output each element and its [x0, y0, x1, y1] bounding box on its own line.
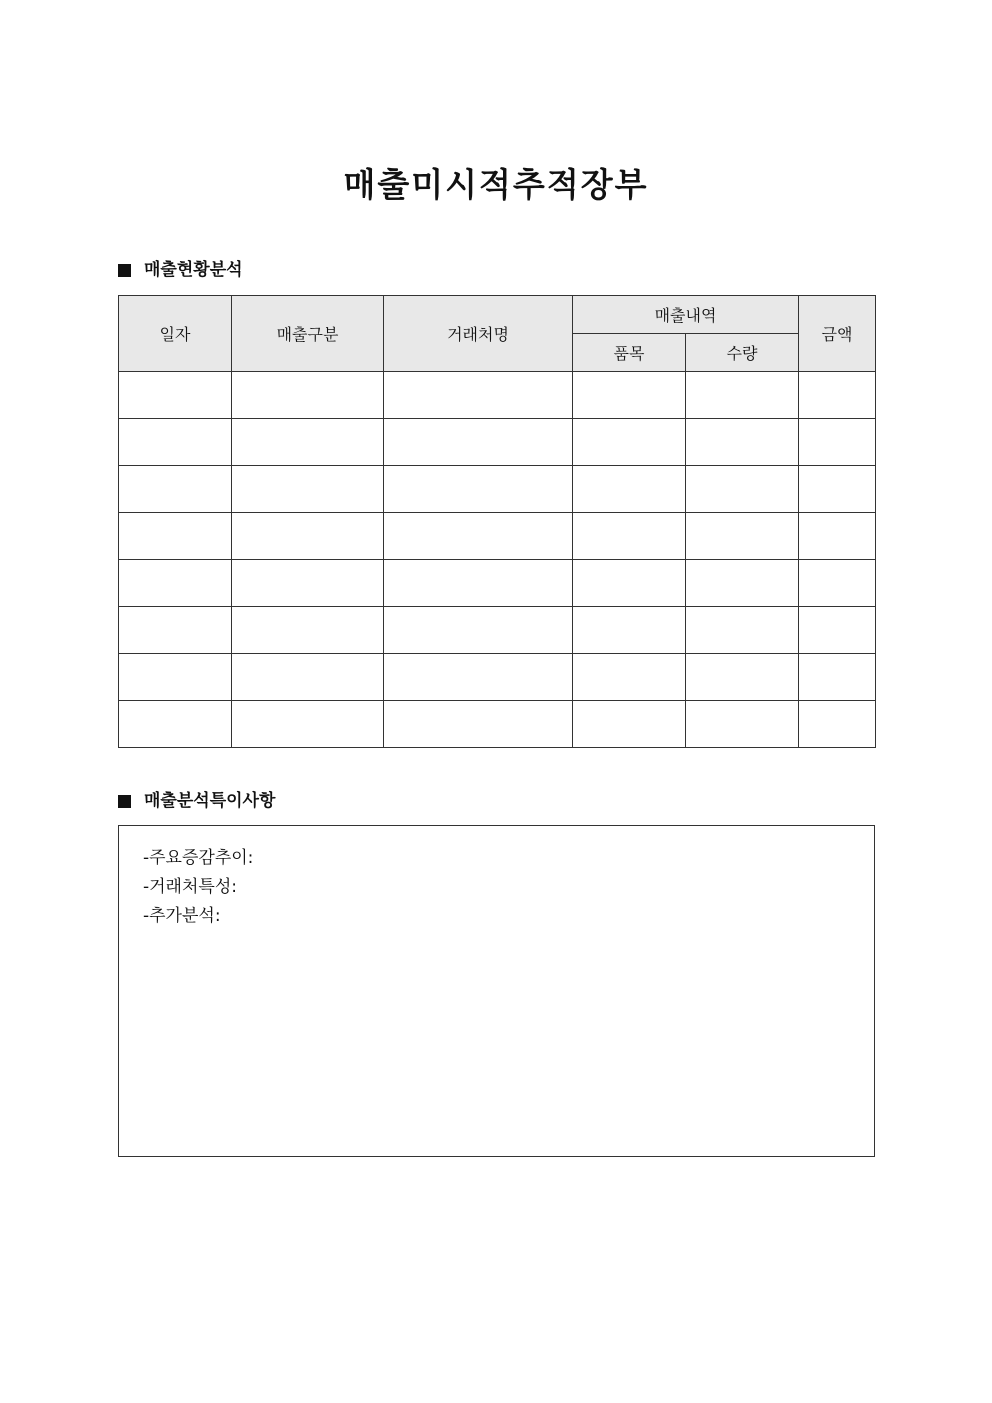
table-row	[119, 607, 876, 654]
table-row	[119, 701, 876, 748]
sales-table	[118, 295, 876, 748]
square-bullet-icon	[118, 795, 131, 808]
note-line-client-traits: -거래처특성:	[143, 877, 237, 897]
cell-quantity[interactable]	[686, 372, 799, 419]
cell-quantity[interactable]	[686, 466, 799, 513]
cell-date[interactable]	[119, 560, 232, 607]
cell-quantity[interactable]	[686, 654, 799, 701]
cell-date[interactable]	[119, 466, 232, 513]
section-heading-sales-status	[118, 258, 243, 282]
cell-date[interactable]	[119, 654, 232, 701]
cell-client[interactable]	[384, 513, 573, 560]
table-row	[119, 560, 876, 607]
cell-amount[interactable]	[799, 701, 876, 748]
table-row	[119, 419, 876, 466]
column-header-category: 매출구분	[232, 296, 384, 372]
cell-client[interactable]	[384, 560, 573, 607]
cell-quantity[interactable]	[686, 419, 799, 466]
cell-amount[interactable]	[799, 419, 876, 466]
cell-category[interactable]	[232, 419, 384, 466]
cell-client[interactable]	[384, 607, 573, 654]
column-header-item: 품목	[573, 334, 686, 372]
cell-item[interactable]	[573, 466, 686, 513]
cell-item[interactable]	[573, 654, 686, 701]
cell-item[interactable]	[573, 701, 686, 748]
column-header-quantity: 수량	[686, 334, 799, 372]
cell-item[interactable]	[573, 513, 686, 560]
note-line-trend: -주요증감추이:	[143, 848, 254, 868]
cell-amount[interactable]	[799, 560, 876, 607]
note-line-additional: -추가분석:	[143, 906, 221, 926]
cell-quantity[interactable]	[686, 560, 799, 607]
square-bullet-icon	[118, 264, 131, 277]
cell-date[interactable]	[119, 372, 232, 419]
column-header-detail-group: 매출내역	[573, 296, 799, 334]
notes-box[interactable]	[118, 825, 875, 1157]
cell-client[interactable]	[384, 466, 573, 513]
cell-item[interactable]	[573, 419, 686, 466]
cell-item[interactable]	[573, 372, 686, 419]
column-header-client: 거래처명	[384, 296, 573, 372]
cell-quantity[interactable]	[686, 701, 799, 748]
cell-quantity[interactable]	[686, 513, 799, 560]
cell-date[interactable]	[119, 607, 232, 654]
section-heading-label: 매출분석특이사항	[144, 791, 276, 811]
cell-category[interactable]	[232, 654, 384, 701]
table-row	[119, 654, 876, 701]
cell-client[interactable]	[384, 419, 573, 466]
table-row	[119, 513, 876, 560]
cell-amount[interactable]	[799, 654, 876, 701]
table-row	[119, 466, 876, 513]
cell-category[interactable]	[232, 701, 384, 748]
cell-item[interactable]	[573, 607, 686, 654]
cell-date[interactable]	[119, 419, 232, 466]
cell-quantity[interactable]	[686, 607, 799, 654]
section-heading-special-notes	[118, 789, 275, 813]
page-title: 매출미시적추적장부	[343, 165, 649, 204]
cell-amount[interactable]	[799, 513, 876, 560]
cell-category[interactable]	[232, 466, 384, 513]
cell-amount[interactable]	[799, 607, 876, 654]
cell-date[interactable]	[119, 513, 232, 560]
cell-category[interactable]	[232, 560, 384, 607]
cell-amount[interactable]	[799, 372, 876, 419]
column-header-date: 일자	[119, 296, 232, 372]
cell-category[interactable]	[232, 513, 384, 560]
cell-client[interactable]	[384, 372, 573, 419]
cell-client[interactable]	[384, 654, 573, 701]
cell-client[interactable]	[384, 701, 573, 748]
cell-category[interactable]	[232, 607, 384, 654]
table-row	[119, 372, 876, 419]
section-heading-label: 매출현황분석	[144, 260, 243, 280]
cell-date[interactable]	[119, 701, 232, 748]
cell-category[interactable]	[232, 372, 384, 419]
cell-amount[interactable]	[799, 466, 876, 513]
column-header-amount: 금액	[799, 296, 876, 372]
cell-item[interactable]	[573, 560, 686, 607]
